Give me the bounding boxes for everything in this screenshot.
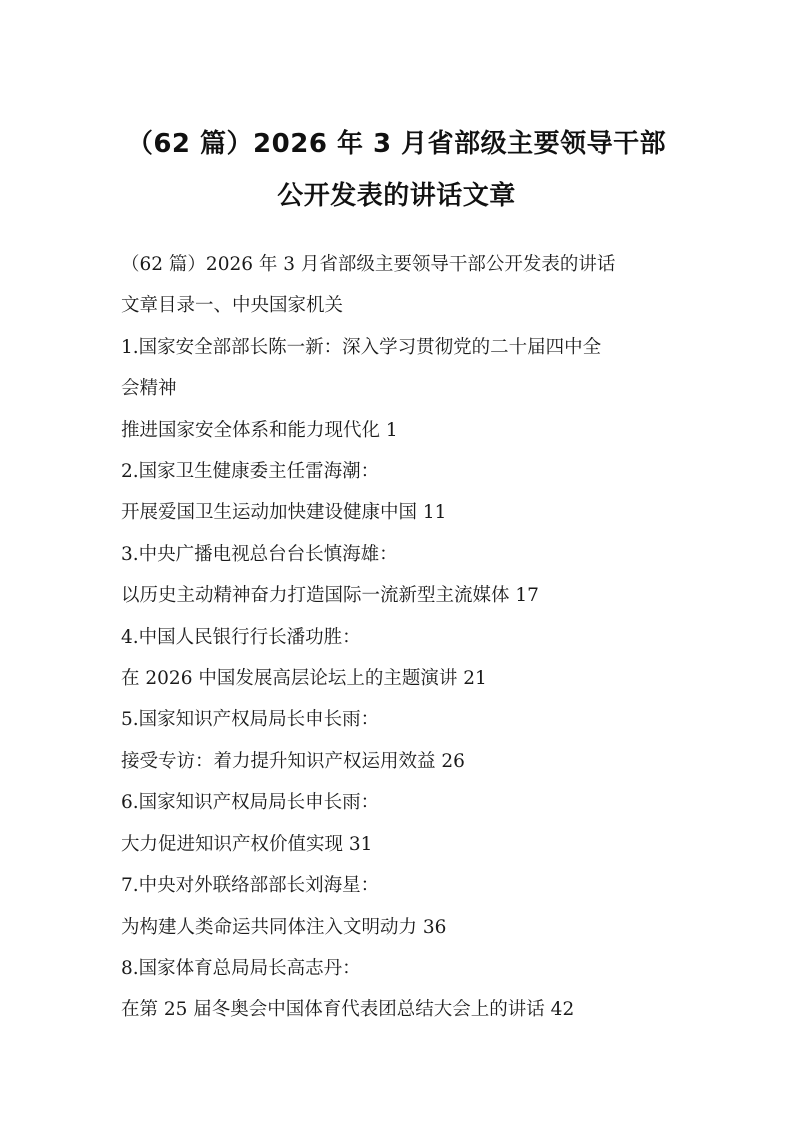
document-title	[0, 118, 793, 222]
toc-entry-title: 大力促进知识产权价值实现 31	[121, 833, 373, 855]
toc-entry-heading: 6.国家知识产权局局长申长雨：	[121, 792, 380, 814]
title-line-2: 公开发表的讲话文章	[277, 181, 516, 211]
toc-entry-title: 开展爱国卫生运动加快建设健康中国 11	[121, 502, 447, 524]
toc-entry-title: 以历史主动精神奋力打造国际一流新型主流媒体 17	[121, 585, 539, 607]
toc-entry-heading: 5.国家知识产权局局长申长雨：	[121, 709, 380, 731]
toc-entry-title: 在 2026 中国发展高层论坛上的主题演讲 21	[121, 668, 487, 690]
document-body	[121, 244, 681, 1031]
toc-entry-title: 为构建人类命运共同体注入文明动力 36	[121, 916, 447, 938]
toc-entry-heading: 3.中央广播电视总台台长慎海雄：	[121, 543, 398, 565]
toc-entry-heading: 8.国家体育总局局长高志丹：	[121, 957, 361, 979]
toc-entry-heading: 2.国家卫生健康委主任雷海潮：	[121, 461, 380, 483]
intro-line: （62 篇）2026 年 3 月省部级主要领导干部公开发表的讲话	[121, 254, 616, 275]
toc-entry-heading: 1.国家安全部部长陈一新：深入学习贯彻党的二十届四中全	[121, 336, 602, 358]
toc-entry-title: 接受专访：着力提升知识产权运用效益 26	[121, 750, 465, 772]
toc-entry-heading: 4.中国人民银行行长潘功胜：	[121, 626, 361, 648]
toc-entry-title: 在第 25 届冬奥会中国体育代表团总结大会上的讲话 42	[121, 999, 575, 1021]
intro-line: 文章目录一、中央国家机关	[121, 295, 344, 317]
toc-entry-title: 推进国家安全体系和能力现代化 1	[121, 419, 398, 441]
toc-entry-heading: 7.中央对外联络部部长刘海星：	[121, 875, 380, 897]
toc-entry-heading-continued: 会精神	[121, 378, 177, 400]
title-line-1: （62 篇）2026 年 3 月省部级主要领导干部	[126, 129, 667, 159]
